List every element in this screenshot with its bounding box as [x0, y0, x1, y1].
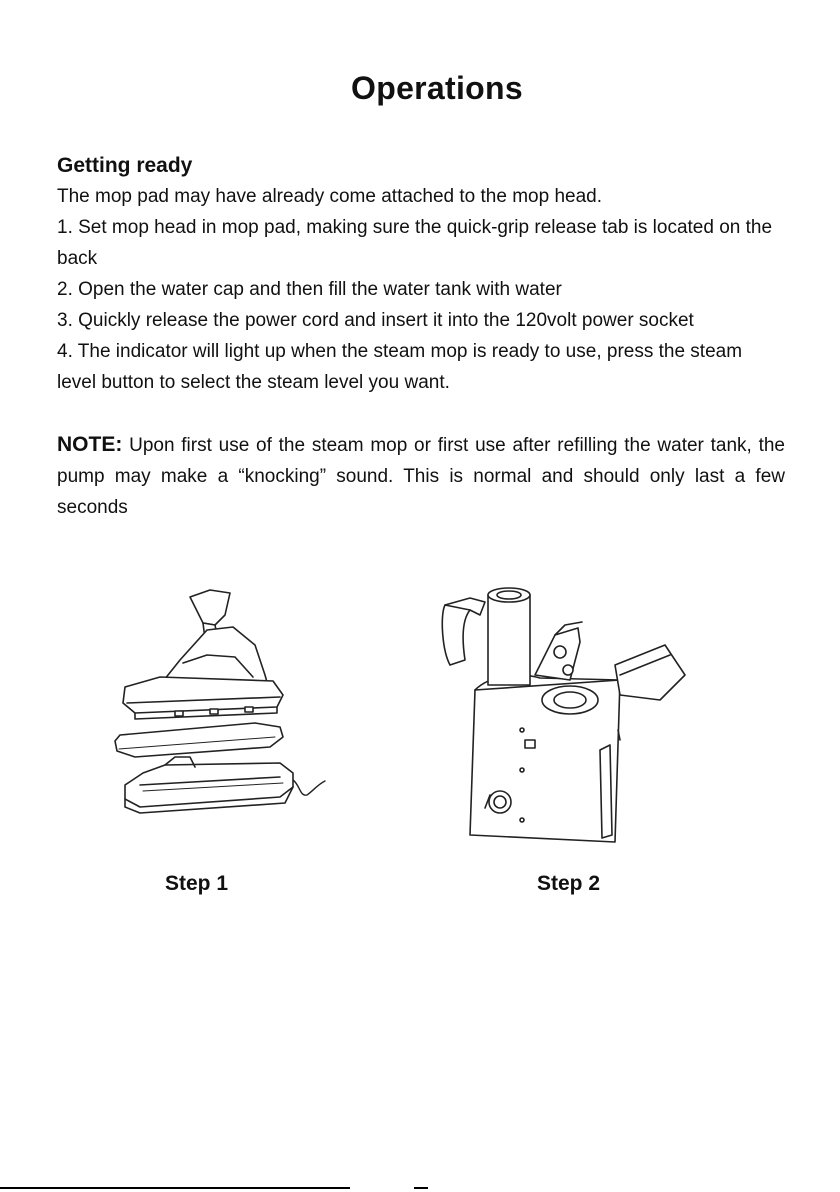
- step-4-text: 4. The indicator will light up when the steam mop is ready to use, press the steam level button to select the steam level you want.: [57, 341, 743, 393]
- note-label: NOTE:: [57, 433, 123, 456]
- step-2-text: 2. Open the water cap and then fill the water tank with water: [57, 279, 562, 300]
- page-title: Operations: [351, 70, 523, 106]
- step-1-text: 1. Set mop head in mop pad, making sure the quick-grip release tab is located on the back: [57, 217, 773, 269]
- step-3-text: 3. Quickly release the power cord and insert it into the 120volt power socket: [57, 310, 694, 331]
- step1-illustration: [95, 585, 345, 845]
- step1-caption: Step 1: [165, 872, 229, 895]
- step2-caption: Step 2: [537, 872, 601, 895]
- content-body: [57, 150, 785, 523]
- section-heading: Getting ready: [57, 154, 193, 177]
- footer-mark: [414, 1187, 428, 1189]
- spacer: [57, 398, 785, 429]
- footer-rule: [0, 1187, 350, 1189]
- step2-illustration: [430, 580, 690, 845]
- intro-text: The mop pad may have already come attached to the mop head.: [57, 186, 602, 207]
- note-text: Upon first use of the steam mop or first use after refilling the water tank, the pump may make a “knocking” sound. This is normal and should only last a few seconds: [57, 435, 785, 518]
- note-paragraph: [57, 429, 785, 523]
